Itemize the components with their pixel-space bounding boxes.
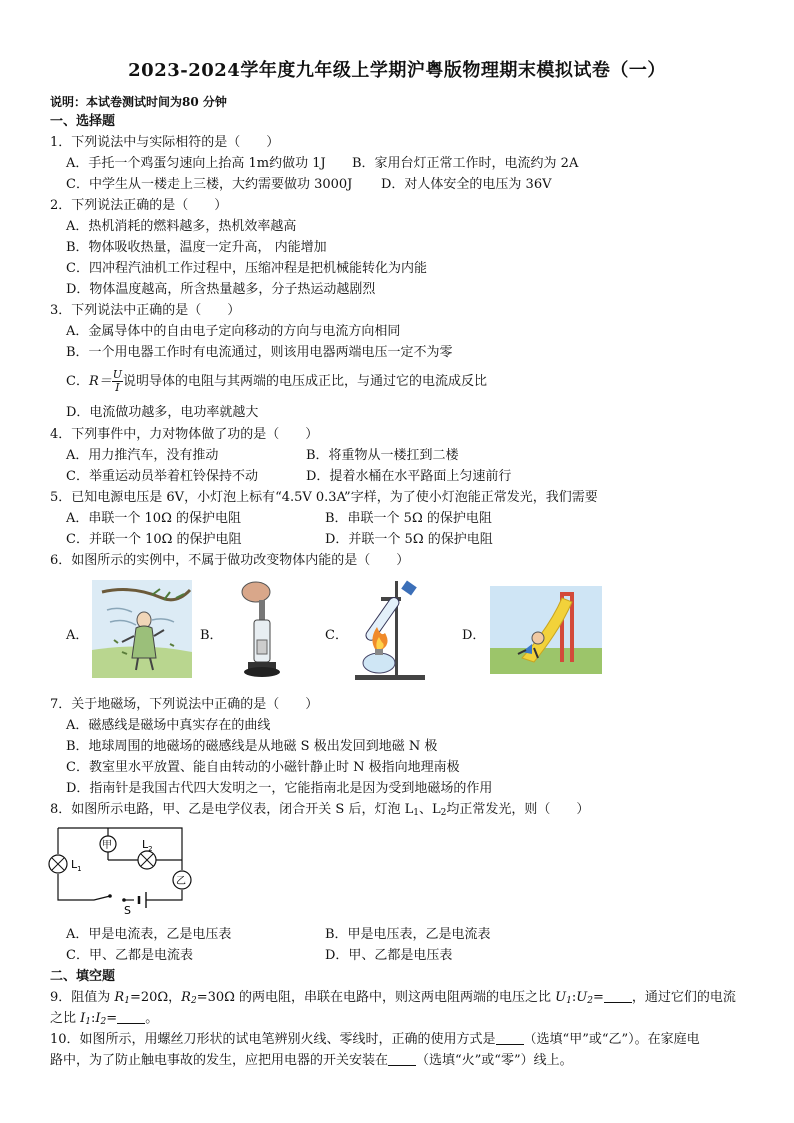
q9-line1: 9．阻值为 $R_1=20\Omega$，$R_2=30\Omega$ 的两电阻，串联在电路中，则这两电阻两端的电压之比 $U_1:U_2=$ ，通过它们的电流 — [50, 990, 736, 1006]
q2-option-a: A．热机消耗的燃料越多，热机效率越高 — [66, 219, 297, 234]
section-fill-heading: 二、填空题 — [50, 969, 116, 984]
q10-line1: 10．如图所示，用螺丝刀形状的试电笔辨别火线、零线时，正确的使用方式是 （选填“甲”或“乙”）。在家庭电 — [50, 1032, 700, 1047]
q7-option-c: C．教室里水平放置、能自由转动的小磁针静止时 N 极指向地理南极 — [66, 760, 460, 775]
q8-option-d: D．甲、乙都是电压表 — [325, 948, 453, 963]
q1-option-b: B．家用台灯正常工作时，电流约为 2A — [352, 156, 579, 171]
q5-option-d: D．并联一个 5Ω 的保护电阻 — [325, 532, 493, 547]
answer-blank[interactable] — [496, 1032, 524, 1045]
q6-label-b: B． — [200, 628, 223, 643]
q6-label-a: A． — [66, 628, 89, 643]
q8-option-c: C．甲、乙都是电流表 — [66, 948, 193, 963]
q10-line2: 路中，为了防止触电事故的发生，应把用电器的开关安装在 （选填“火”或“零”）线上。 — [50, 1053, 573, 1068]
q8-option-b: B．甲是电压表，乙是电流表 — [325, 927, 491, 942]
formula-lhs: R＝ — [88, 374, 112, 389]
q4-option-a: A．用力推汽车，没有推动 — [66, 448, 219, 463]
q2-option-d: D．物体温度越高，所含热量越多，分子热运动越剧烈 — [66, 282, 376, 297]
q7-option-d: D．指南针是我国古代四大发明之一，它能指南北是因为受到地磁场的作用 — [66, 781, 493, 796]
q6-image-b-air-pump-fire-piston — [232, 580, 292, 680]
q6-stem: 6．如图所示的实例中，不属于做功改变物体内能的是（ ） — [50, 553, 410, 568]
q3-option-c: C．R＝ $\frac{U}{I}$ 说明导体的电阻与其两端的电压成正比，与通过它的电流成反比 — [66, 368, 488, 394]
q3-option-b: B．一个用电器工作时有电流通过，则该用电器两端电压一定不为零 — [66, 345, 453, 360]
q6-image-d-child-on-slide — [490, 586, 602, 674]
q9-line2: 之比 $I_1:I_2=$ 。 — [50, 1011, 159, 1027]
switch-label: S — [124, 904, 131, 917]
q4-option-b: B．将重物从一楼扛到二楼 — [306, 448, 459, 463]
q8-option-a: A．甲是电流表，乙是电压表 — [66, 927, 232, 942]
q6-label-c: C． — [325, 628, 348, 643]
q5-stem: 5．已知电源电压是 6V，小灯泡上标有“4.5V 0.3A”字样，为了使小灯泡能正常发光，我们需要 — [50, 490, 598, 505]
exam-note: 说明：本试卷测试时间为80 分钟 — [50, 95, 227, 109]
q2-stem: 2．下列说法正确的是（ ） — [50, 198, 228, 213]
q7-option-a: A．磁感线是磁场中真实存在的曲线 — [66, 718, 271, 733]
q3-option-a: A．金属导体中的自由电子定向移动的方向与电流方向相同 — [66, 324, 401, 339]
answer-blank[interactable] — [604, 990, 632, 1003]
q8-circuit-diagram — [46, 822, 196, 917]
q6-image-c-test-tube-heating — [345, 577, 435, 683]
q8-stem: 8．如图所示电路，甲、乙是电学仪表，闭合开关 S 后，灯泡 $L_1$、$L_2$均正常发光，则（ ） — [50, 802, 590, 818]
q1-option-c: C．中学生从一楼走上三楼，大约需要做功 3000J — [66, 177, 353, 192]
lamp-l2-label: $L_2$ — [142, 838, 153, 853]
q2-option-b: B．物体吸收热量，温度一定升高， 内能增加 — [66, 240, 327, 255]
q1-option-a: A．手托一个鸡蛋匀速向上抬高 1m约做功 1J — [66, 156, 326, 171]
q4-option-c: C．举重运动员举着杠铃保持不动 — [66, 469, 258, 484]
q4-option-d: D．提着水桶在水平路面上匀速前行 — [306, 469, 512, 484]
q3-stem: 3．下列说法中正确的是（ ） — [50, 303, 241, 318]
meter-jia-label: 甲 — [102, 840, 112, 851]
exam-title: 2023-2024学年度九年级上学期沪粤版物理期末模拟试卷（一） — [128, 60, 666, 81]
q4-stem: 4．下列事件中，力对物体做了功的是（ ） — [50, 427, 319, 442]
lamp-l1-label: $L_1$ — [71, 858, 82, 873]
q6-image-a-wind-blowing-person — [92, 580, 192, 678]
answer-blank[interactable] — [117, 1011, 145, 1024]
formula-fraction: $\frac{U}{I}$ — [112, 368, 123, 394]
q2-option-c: C．四冲程汽油机工作过程中，压缩冲程是把机械能转化为内能 — [66, 261, 427, 276]
q6-label-d: D． — [462, 628, 486, 643]
q5-option-a: A．串联一个 10Ω 的保护电阻 — [66, 511, 241, 526]
q7-stem: 7．关于地磁场，下列说法中正确的是（ ） — [50, 697, 319, 712]
q1-option-d: D．对人体安全的电压为 36V — [381, 177, 552, 192]
q1-stem: 1．下列说法中与实际相符的是（ ） — [50, 135, 280, 150]
answer-blank[interactable] — [388, 1053, 416, 1066]
section-choice-heading: 一、选择题 — [50, 114, 116, 129]
meter-yi-label: 乙 — [176, 876, 186, 887]
q3-option-d: D．电流做功越多，电功率就越大 — [66, 405, 259, 420]
q7-option-b: B．地球周围的地磁场的磁感线是从地磁 S 极出发回到地磁 N 极 — [66, 739, 438, 754]
q5-option-b: B．串联一个 5Ω 的保护电阻 — [325, 511, 492, 526]
q5-option-c: C．并联一个 10Ω 的保护电阻 — [66, 532, 242, 547]
